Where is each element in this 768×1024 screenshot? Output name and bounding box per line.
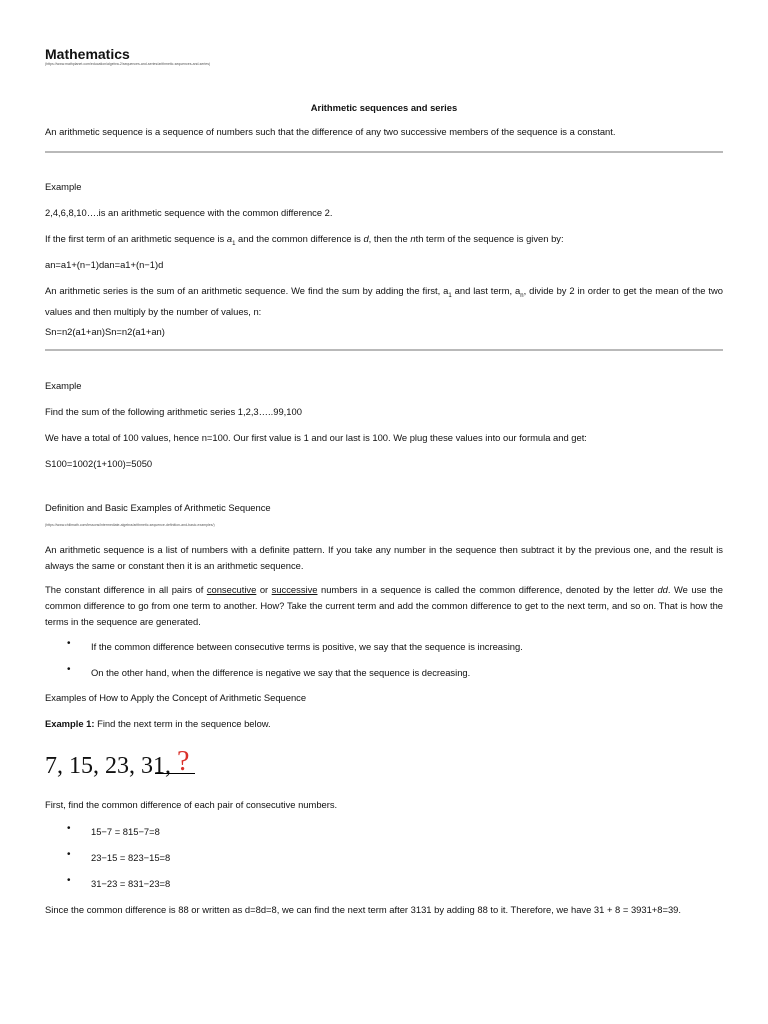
question-mark: ? — [177, 746, 190, 777]
nth-term-formula: an=a1+(n−1)dan=a1+(n−1)d — [45, 259, 164, 270]
diff-item: 15−7 = 815−7=8 — [91, 826, 160, 837]
section1-definition: An arithmetic sequence is a sequence of numbers such that the difference of any two successive members of the sequence is a constant. — [45, 126, 616, 137]
example2-label: Example — [45, 380, 82, 391]
bullet-glyph: • — [67, 638, 71, 649]
section1-heading: Arithmetic sequences and series — [310, 102, 458, 113]
sequence-numbers: 7, 15, 23, 31, — [45, 753, 177, 779]
link-consecutive[interactable]: consecutive — [206, 584, 257, 595]
diff-item: 31−23 = 831−23=8 — [91, 878, 171, 889]
bullet-glyph: • — [67, 823, 71, 834]
bullet-glyph: • — [67, 849, 71, 860]
conclusion: Since the common difference is 88 or written as d=8d=8, we can find the next term after 3131 by adding 88 to it. Therefore, we have 31 + 8 = 3931+8=39. — [45, 904, 681, 915]
doc-title: Mathematics — [45, 46, 130, 62]
diff-intro: First, find the common difference of each pair of consecutive numbers. — [45, 799, 338, 810]
bullet-decreasing: On the other hand, when the difference is negative we say that the sequence is decreasing. — [91, 667, 471, 678]
example1-label: Example — [45, 181, 82, 192]
sequence-image — [45, 746, 199, 781]
section2-para1: An arithmetic sequence is a list of numbers with a definite pattern. If you take any number in the sequence then subtract it by the previous one, and the result is always the same or constant then it is an arithmetic sequence. — [45, 544, 723, 571]
section2-heading: Definition and Basic Examples of Arithmetic Sequence — [45, 502, 271, 513]
bullet-glyph: • — [67, 875, 71, 886]
example2-result: S100=1002(1+100)=5050 — [45, 458, 153, 469]
divider-1 — [45, 151, 723, 153]
example1-prompt: Example 1: Find the next term in the sequence below. — [45, 718, 271, 729]
sum-formula: Sn=n2(a1+an)Sn=n2(a1+an) — [45, 326, 165, 337]
example1-line2: If the first term of an arithmetic sequence is $a_1$ and the common difference is d, then the nth term of the sequence is given by: — [45, 233, 564, 247]
bullet-increasing: If the common difference between consecutive terms is positive, we say that the sequence is increasing. — [91, 641, 523, 652]
example2-line1: Find the sum of the following arithmetic series 1,2,3…..99,100 — [45, 406, 302, 417]
example1-line1: 2,4,6,8,10….is an arithmetic sequence with the common difference 2. — [45, 207, 333, 218]
source-url-2: (https://www.chilimath.com/lessons/intermediate-algebra/arithmetic-sequence-definition-and-basic-examples/) — [45, 523, 215, 527]
section2-para2: The constant difference in all pairs of consecutive or successive numbers in a sequence is called the common difference, denoted by the letter dd. We use the common difference to go from one term to another. How? Take the current term and add the common difference to get to the next term, and so on. That is how the terms in the sequence are generated. — [45, 584, 723, 627]
divider-2 — [45, 349, 723, 351]
link-successive[interactable]: successive — [271, 584, 318, 595]
blank-line — [155, 773, 195, 774]
series-definition: An arithmetic series is the sum of an arithmetic sequence. We find the sum by adding the first, $a_1$ and last term, $a_n$, divide by 2 in order to get the mean of the two values and then multiply by the number of values, n: — [45, 285, 723, 317]
source-url-1: (https://www.mathplanet.com/education/algebra-2/sequences-and-series/arithmetic-sequences-and-series) — [45, 62, 211, 66]
example2-line2: We have a total of 100 values, hence n=100. Our first value is 1 and our last is 100. We plug these values into our formula and get: — [45, 432, 587, 443]
diff-item: 23−15 = 823−15=8 — [91, 852, 171, 863]
section3-heading: Examples of How to Apply the Concept of Arithmetic Sequence — [45, 692, 307, 703]
bullet-glyph: • — [67, 664, 71, 675]
